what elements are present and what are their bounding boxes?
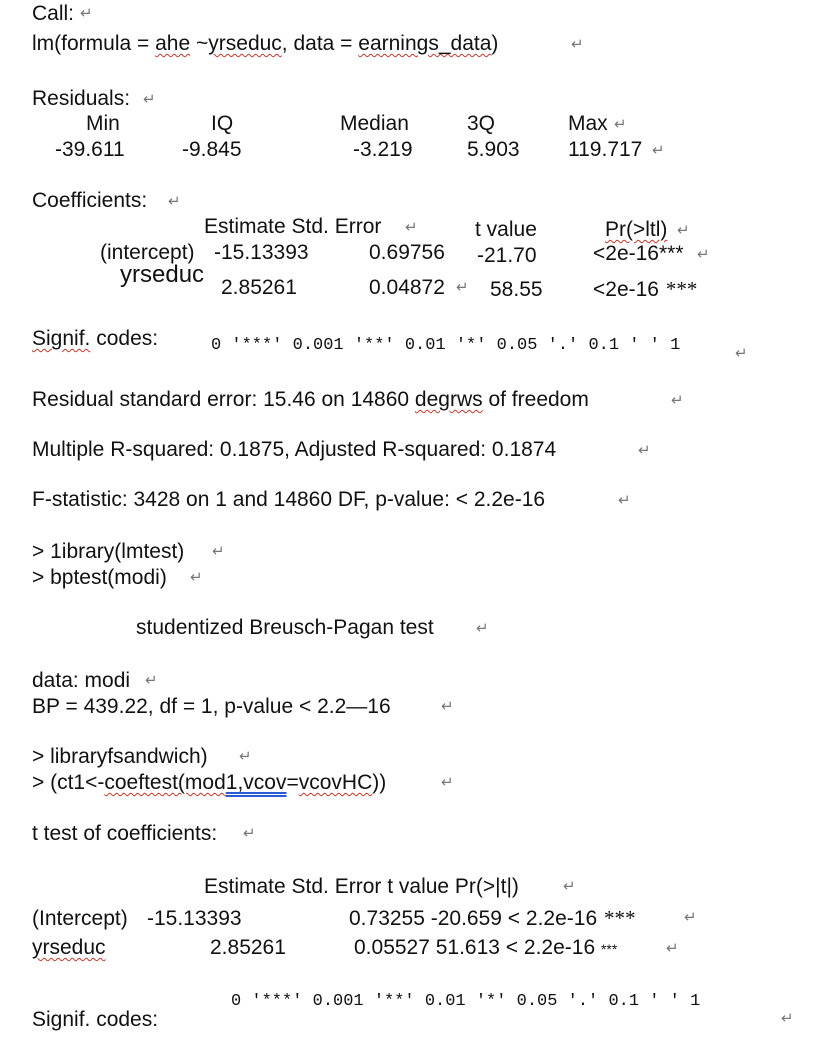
coef-header-pvalue: Pr(>ltl) [605,218,668,241]
console-bptest: > bptest(modi) [32,566,167,589]
signif-codes-1: 0 '***' 0.001 '**' 0.01 '*' 0.05 '.' 0.1 ' ' 1 [211,336,681,355]
console-library-lmtest: > 1ibrary(lmtest) [32,540,185,563]
return-mark: ↵ [671,391,684,409]
ttest-row2-rest [354,937,617,958]
coef-row1-pvalue: <2e-16*** [593,242,684,265]
lm-close: ) [491,32,499,55]
lm-data: earnings_data [358,32,492,55]
residuals-value-iq: -9.845 [182,138,242,161]
ttest-header: Estimate Std. Error t value Pr(>|t|) [204,875,519,898]
rse-suffix: of freedom [482,388,589,411]
lm-yrseduc: yrseduc [208,32,282,55]
return-mark: ↵ [441,773,454,791]
return-mark: ↵ [145,671,158,689]
return-mark: ↵ [638,441,651,459]
rse-prefix: Residual standard error: 15.46 on 14860 [32,388,415,411]
coef-row1-tvalue: -21.70 [477,244,537,267]
residuals-header-iq: IQ [211,112,234,135]
coefficients-label: Coefficients: [32,189,148,212]
coeftest-a: > (ct1<- [32,771,105,794]
lm-prefix: lm(formula = [32,32,156,55]
lm-call-line [32,33,498,54]
return-mark: ↵ [80,4,93,22]
return-mark: ↵ [697,245,710,263]
bp-result: BP = 439.22, df = 1, p-value < 2.2—16 [32,695,391,718]
return-mark: ↵ [618,491,631,509]
return-mark: ↵ [239,747,252,765]
coef-row2-pvalue [593,279,696,300]
bp-test-title: studentized Breusch-Pagan test [136,616,434,639]
coef-row2-name: yrseduc [120,261,205,288]
return-mark: ↵ [405,218,418,236]
ttest-row2-estimate: 2.85261 [210,936,286,959]
return-mark: ↵ [143,90,156,108]
call-label: Call: [32,2,75,25]
return-mark: ↵ [677,221,690,239]
signif-word: Signif. [32,327,91,350]
coeftest-d: = [286,771,299,794]
residuals-header-max: Max [568,112,608,135]
coef-row2-stderr: 0.04872 [369,276,445,299]
signif-label-1 [32,328,158,349]
coef-row2-estimate: 2.85261 [221,276,297,299]
ttest-row2-stars: *** [600,941,618,957]
return-mark: ↵ [735,344,748,362]
coef-row1-estimate: -15.13393 [214,241,309,264]
lm-mid: , data = [281,32,359,55]
coef-row2-stars: *** [664,277,697,301]
coeftest-b: coeftest(mod [104,771,226,794]
return-mark: ↵ [456,278,469,296]
return-mark: ↵ [666,939,679,957]
coeftest-f: )) [372,771,387,794]
ttest-row1-estimate: -15.13393 [147,907,242,930]
ttest-label: t test of coefficients: [32,822,218,845]
coeftest-c: 1,vcov [225,771,287,794]
ttest-row1-rest [349,908,634,929]
r-squared: Multiple R-squared: 0.1875, Adjusted R-squared: 0.1874 [32,438,557,461]
return-mark: ↵ [684,908,697,926]
coef-row1-name: (intercept) [100,241,195,264]
residuals-value-max: 119.717 [568,138,643,161]
ttest-row1-name: (Intercept) [32,907,128,930]
coef-row1-stderr: 0.69756 [369,241,445,264]
coeftest-e: vcovHC [298,771,373,794]
signif-rest: codes: [90,327,159,350]
coef-row2-p: <2e-16 [593,278,659,301]
residuals-header-3q: 3Q [467,112,496,135]
return-mark: ↵ [441,697,454,715]
ttest-row1-values: 0.73255 -20.659 < 2.2e-16 [349,907,598,930]
return-mark: ↵ [243,824,256,842]
return-mark: ↵ [781,1009,794,1027]
return-mark: ↵ [614,115,627,133]
residuals-header-median: Median [340,112,409,135]
return-mark: ↵ [563,877,576,895]
signif-label-2: Signif. codes: [32,1008,159,1031]
lm-ahe: ahe [155,32,191,55]
return-mark: ↵ [652,141,665,159]
coef-row2-tvalue: 58.55 [490,278,543,301]
return-mark: ↵ [212,542,225,560]
ttest-row2-name: yrseduc [32,936,106,959]
residuals-value-median: -3.219 [353,138,413,161]
residuals-value-3q: 5.903 [467,138,520,161]
residuals-label: Residuals: [32,87,131,110]
return-mark: ↵ [190,568,203,586]
f-statistic: F-statistic: 3428 on 1 and 14860 DF, p-value: < 2.2e-16 [32,488,546,511]
return-mark: ↵ [476,619,489,637]
rse-degrws: degrws [414,388,483,411]
ttest-row2-values: 0.05527 51.613 < 2.2e-16 [354,936,596,959]
signif-codes-2: 0 '***' 0.001 '**' 0.01 '*' 0.05 '.' 0.1 ' ' 1 [231,992,701,1011]
coef-header-estimate: Estimate Std. Error [204,215,382,238]
signif-label-1-text [32,327,158,350]
lm-tilde: ~ [190,32,209,55]
console-library-sandwich: > libraryfsandwich) [32,745,208,768]
return-mark: ↵ [168,192,181,210]
console-coeftest [32,772,386,793]
bp-data-line: data: modi [32,669,131,692]
ttest-row1-stars: *** [602,906,635,930]
residuals-value-min: -39.611 [55,138,125,161]
coef-header-tvalue: t value [475,218,537,241]
return-mark: ↵ [571,35,584,53]
residual-std-error [32,389,589,410]
residuals-header-min: Min [86,112,120,135]
